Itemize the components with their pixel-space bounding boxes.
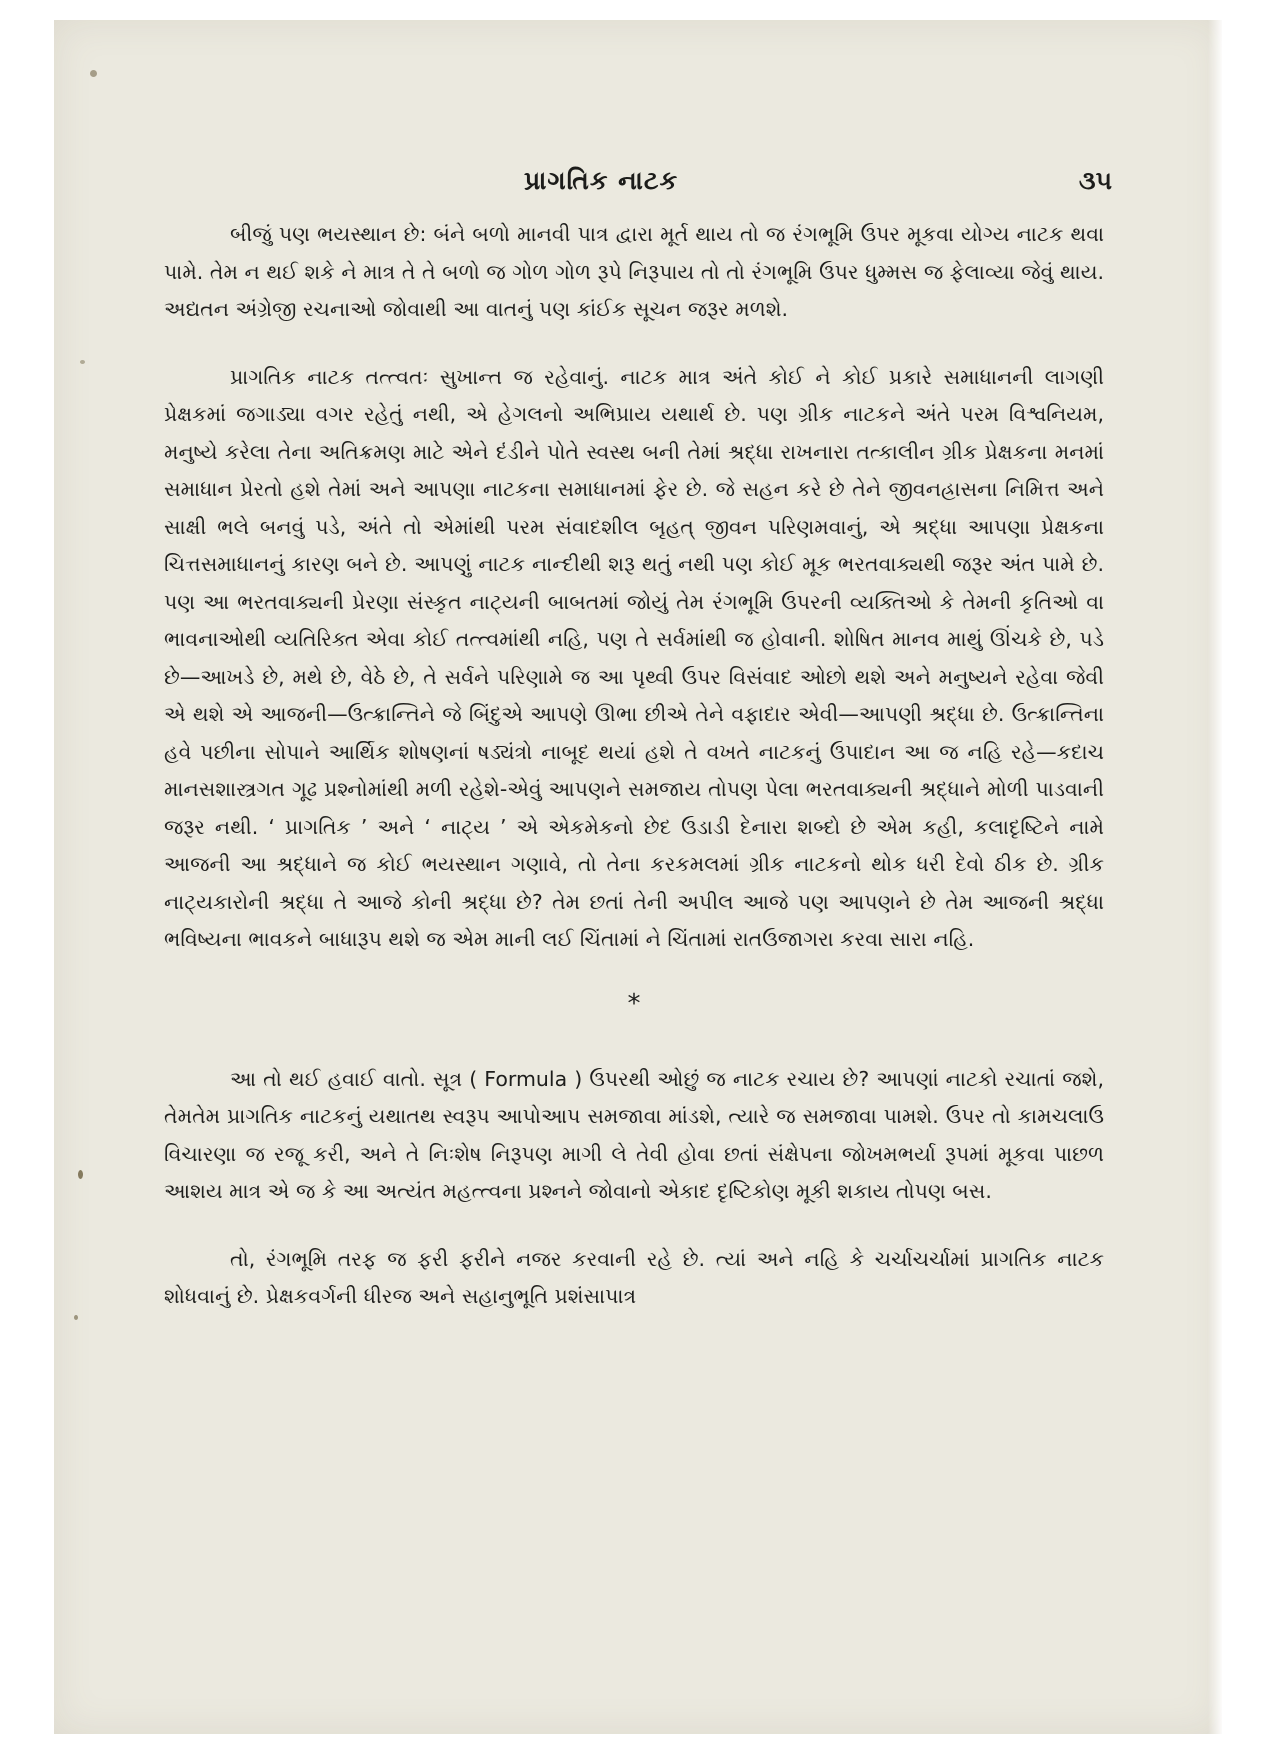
paragraph: તો, રંગભૂમિ તરફ જ ફરી ફરીને નજર કરવાની રહે છે. ત્યાં અને નહિ કે ચર્ચાચર્ચામાં પ્રાગતિક નાટક શોધવાનું છે. પ્રેક્ષકવર્ગની ધીરજ અને સહાનુભૂતિ પ્રશંસાપાત્ર	[164, 1246, 1104, 1308]
paper-spot	[78, 1170, 83, 1179]
body-text	[164, 216, 1104, 1316]
paragraph: પ્રાગતિક નાટક તત્ત્વતઃ સુખાન્ત જ રહેવાનું. નાટક માત્ર અંતે કોઈ ને કોઈ પ્રકારે સમાધાનની લાગણી પ્રેક્ષકમાં જગાડ્યા વગર રહેતું નથી, એ હેગલનો અભિપ્રાય યથાર્થ છે. પણ ગ્રીક નાટકને અંતે પરમ વિશ્વનિયમ, મનુષ્યે કરેલા તેના અતિક્રમણ માટે એને દંડીને પોતે સ્વસ્થ બની તેમાં શ્રદ્ધા રાખનારા તત્કાલીન ગ્રીક પ્રેક્ષકના મનમાં સમાધાન પ્રેરતો હશે તેમાં અને આપણા નાટકના સમાધાનમાં ફેર છે. જે સહન કરે છે તેને જીવનહ્રાસના નિમિત્ત અને સાક્ષી ભલે બનવું પડે, અંતે તો એમાંથી પરમ સંવાદશીલ બૃહત્ જીવન પરિણમવાનું, એ શ્રદ્ધા આપણા પ્રેક્ષકના ચિત્તસમાધાનનું કારણ બને છે. આપણું નાટક નાન્દીથી શરૂ થતું નથી પણ કોઈ મૂક ભરતવાક્યથી જરૂર અંત પામે છે. પણ આ ભરતવાક્યની પ્રેરણા સંસ્કૃત નાટ્યની બાબતમાં જોયું તેમ રંગભૂમિ ઉપરની વ્યક્તિઓ કે તેમની કૃતિઓ વા ભાવનાઓથી વ્યતિરિક્ત એવા કોઈ તત્ત્વમાંથી નહિ, પણ તે સર્વમાંથી જ હોવાની. શોષિત માનવ માથું ઊંચકે છે, પડે છે—આખડે છે, મથે છે, વેઠે છે, તે સર્વને પરિણામે જ આ પૃથ્વી ઉપર વિસંવાદ ઓછો થશે અને મનુષ્યને રહેવા જેવી એ થશે એ આજની—ઉત્ક્રાન્તિને જે બિંદુએ આપણે ઊભા છીએ તેને વફાદાર એવી—આપણી શ્રદ્ધા છે. ઉત્ક્રાન્તિના હવે પછીના સોપાને આર્થિક શોષણનાં ષડ્યંત્રો નાબૂદ થયાં હશે તે વખતે નાટકનું ઉપાદાન આ જ નહિ રહે—કદાચ માનસશાસ્ત્રગત ગૂઢ પ્રશ્નોમાંથી મળી રહેશે-એવું આપણને સમજાય તોપણ પેલા ભરતવાક્યની શ્રદ્ધાને મોળી પાડવાની જરૂર નથી. ‘ પ્રાગતિક ’ અને ‘ નાટ્ય ’ એ એકમેકનો છેદ ઉડાડી દેનારા શબ્દો છે એમ કહી, કલાદૃષ્ટિને નામે આજની આ શ્રદ્ધાને જ કોઈ ભયસ્થાન ગણાવે, તો તેના કરકમલમાં ગ્રીક નાટકનો થોક ધરી દેવો ઠીક છે. ગ્રીક નાટ્યકારોની શ્રદ્ધા તે આજે કોની શ્રદ્ધા છે? તેમ છતાં તેની અપીલ આજે પણ આપણને છે તેમ આજની શ્રદ્ધા ભવિષ્યના ભાવકને બાધારૂપ થશે જ એમ માની લઈ ચિંતામાં ને ચિંતામાં રાતઉજાગરા કરવા સારા નહિ.	[164, 364, 1104, 951]
running-title: પ્રાગતિક નાટક	[524, 166, 679, 195]
page-number: ૩૫	[1078, 166, 1112, 195]
paper-spot	[74, 1315, 78, 1320]
book-page	[54, 20, 1222, 1734]
paper-spot	[80, 360, 85, 364]
paragraph: બીજું પણ ભયસ્થાન છે: બંને બળો માનવી પાત્ર દ્વારા મૂર્ત થાય તો જ રંગભૂમિ ઉપર મૂકવા યોગ્ય નાટક થવા પામે. તેમ ન થઈ શકે ને માત્ર તે તે બળો જ ગોળ ગોળ રૂપે નિરૂપાય તો તો રંગભૂમિ ઉપર ધુમ્મસ જ ફેલાવ્યા જેવું થાય. અદ્યતન અંગ્રેજી રચનાઓ જોવાથી આ વાતનું પણ કાંઈક સૂચન જરૂર મળશે.	[164, 222, 1104, 321]
paper-spot	[90, 70, 97, 77]
section-divider: *	[627, 988, 641, 1019]
paragraph: આ તો થઈ હવાઈ વાતો. સૂત્ર ( Formula ) ઉપરથી ઓછું જ નાટક રચાય છે? આપણાં નાટકો રચાતાં જશે, તેમતેમ પ્રાગતિક નાટકનું યથાતથ સ્વરૂપ આપોઆપ સમજાવા માંડશે, ત્યારે જ સમજાવા પામશે. ઉપર તો કામચલાઉ વિચારણા જ રજૂ કરી, અને તે નિઃશેષ નિરૂપણ માગી લે તેવી હોવા છતાં સંક્ષેપના જોખમભર્યા રૂપમાં મૂકવા પાછળ આશય માત્ર એ જ કે આ અત્યંત મહત્ત્વના પ્રશ્નને જોવાનો એકાદ દૃષ્ટિકોણ મૂકી શકાય તોપણ બસ.	[164, 1066, 1104, 1203]
page-header	[54, 166, 1222, 206]
